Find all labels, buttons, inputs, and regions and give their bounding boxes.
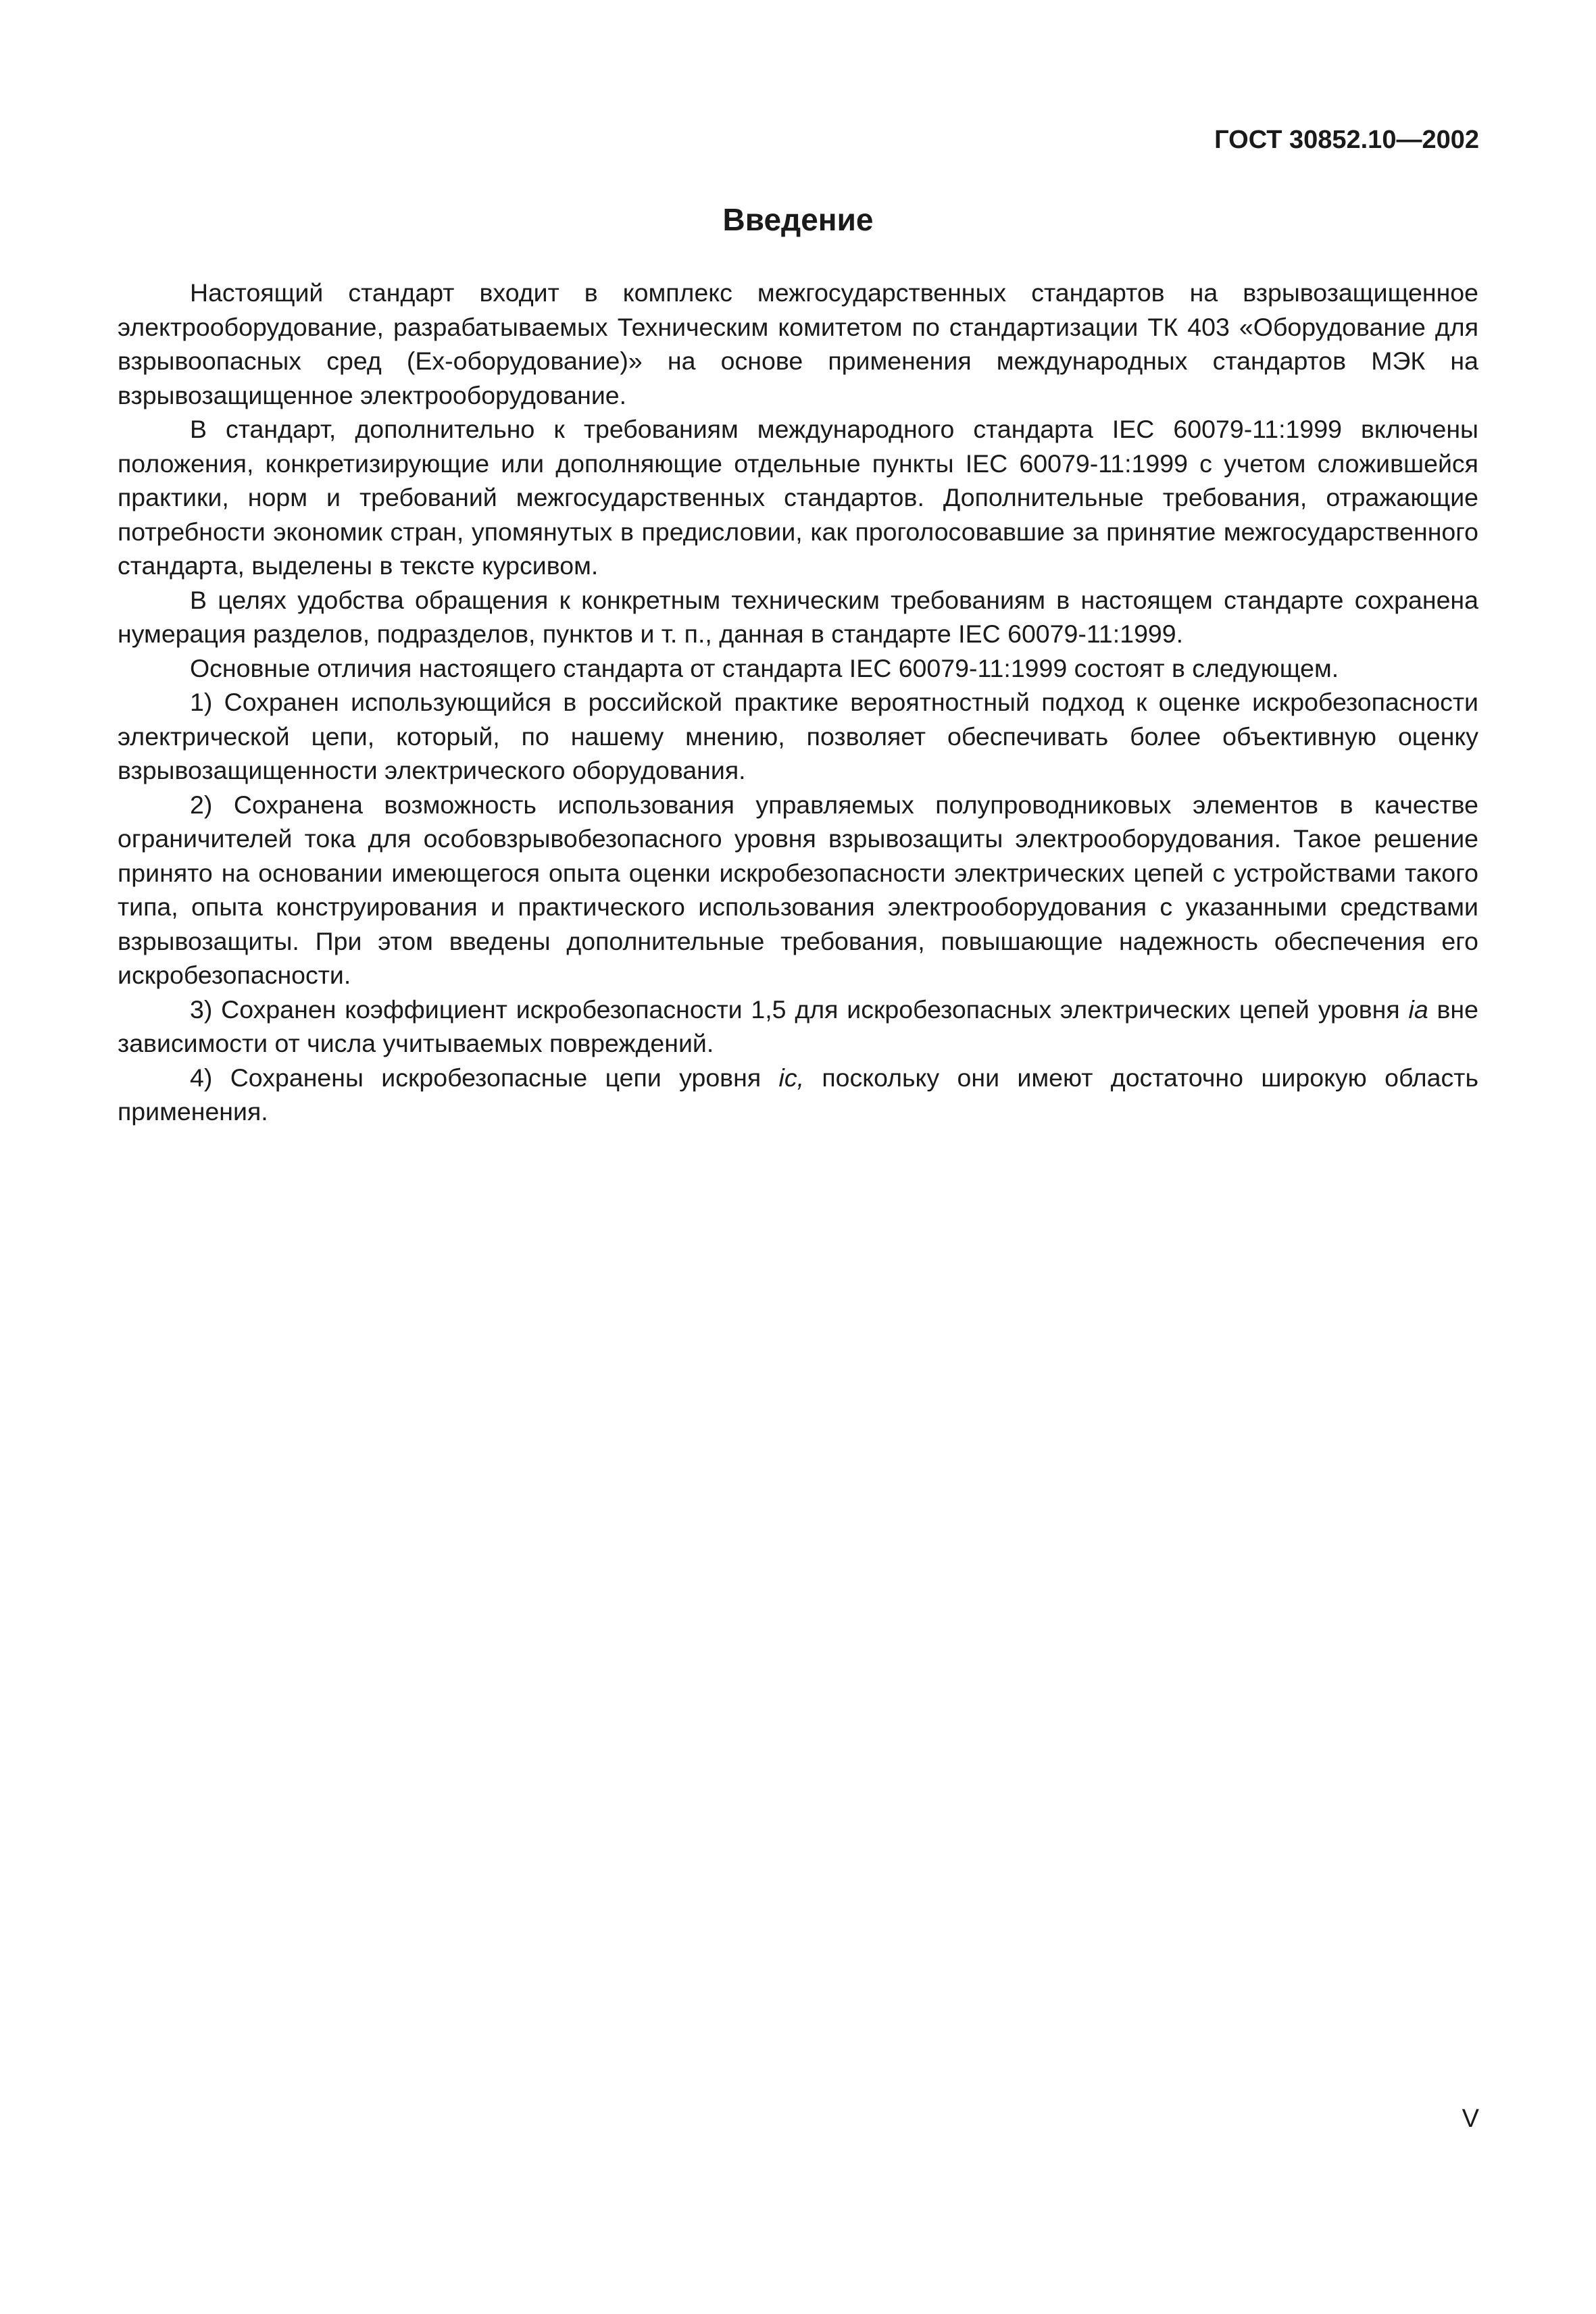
paragraph-8-text-start: 4) Сохранены искробезопасные цепи уровня xyxy=(190,1063,779,1092)
paragraph-1: Настоящий стандарт входит в комплекс межгосударственных стандартов на взрывозащищенное электрооборудование, разрабатываемых Техническим комитетом по стандартизации ТК 403 «Оборудование для взрывоопасных сред (Ех-оборудование)» на основе применения международных стандартов МЭК на взрывозащищенное электрооборудование. xyxy=(118,278,1478,409)
paragraph-4: Основные отличия настоящего стандарта от стандарта IEC 60079-11:1999 состоят в следующем. xyxy=(190,653,1339,682)
paragraph-3: В целях удобства обращения к конкретным техническим требованиям в настоящем стандарте сохранена нумерация разделов, подразделов, пунктов и т. п., данная в стандарте IEC 60079-11:1999. xyxy=(118,585,1478,648)
paragraph-7-italic-term: ia xyxy=(1408,995,1428,1024)
paragraph-8-text-end: поскольку они имеют достаточно широкую область применения. xyxy=(118,1063,1479,1126)
paragraph-5: 1) Сохранен использующийся в российской практике вероятностный подход к оценке искробезопасности электрической цепи, который, по нашему мнению, позволяет обеспечивать более объективную оценку взрывозащищенности электрического оборудования. xyxy=(118,688,1478,784)
section-title: Введение xyxy=(722,202,874,237)
paragraph-7-text-end: вне зависимости от числа учитываемых повреждений. xyxy=(118,995,1478,1057)
paragraph-7 xyxy=(118,992,1478,1061)
paragraph-8-italic-term: ic, xyxy=(778,1063,804,1092)
paragraph-8 xyxy=(118,1061,1478,1129)
paragraph-7-text-start: 3) Сохранен коэффициент искробезопасности 1,5 для искробезопасных электрических цепей уровня xyxy=(190,995,1409,1024)
page-number: V xyxy=(1462,2105,1479,2133)
introduction-body xyxy=(118,276,1478,1129)
document-code-header: ГОСТ 30852.10—2002 xyxy=(1214,126,1479,154)
paragraph-2: В стандарт, дополнительно к требованиям международного стандарта IEC 60079-11:1999 включены положения, конкретизирующие или дополняющие отдельные пункты IEC 60079-11:1999 с учетом сложившейся практики, норм и требований межгосударственных стандартов. Дополнительные требования, отражающие потребности экономик стран, упомянутых в предисловии, как проголосовавшие за принятие межгосударственного стандарта, выделены в тексте курсивом. xyxy=(118,415,1478,580)
paragraph-6: 2) Сохранена возможность использования управляемых полупроводниковых элементов в качестве ограничителей тока для особовзрывобезопасного уровня взрывозащиты электрооборудования. Такое решение принято на основании имеющегося опыта оценки искробезопасности электрических цепей с устройствами такого типа, опыта конструирования и практического использования электрооборудования с указанными средствами взрывозащиты. При этом введены дополнительные требования, повышающие надежность обеспечения его искробезопасности. xyxy=(118,790,1478,989)
